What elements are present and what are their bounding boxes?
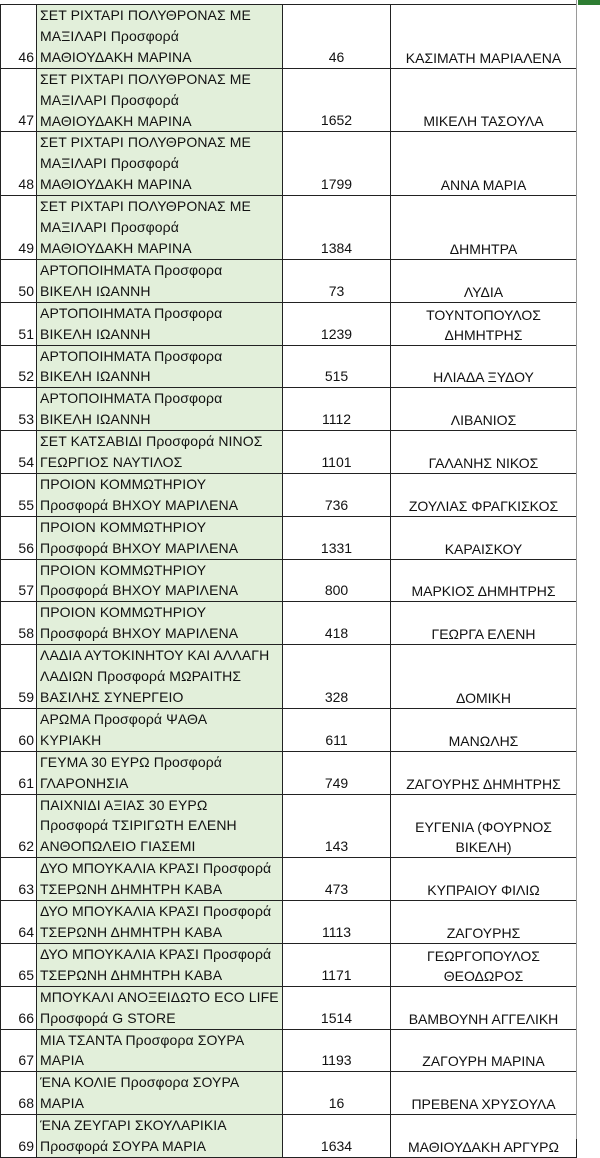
winner-name-cell[interactable] bbox=[391, 68, 577, 132]
winner-name-line: ΔΗΜΗΤΡΑ bbox=[449, 240, 518, 257]
winner-name-line: ΓΕΩΡΓΑ ΕΛΕΝΗ bbox=[431, 626, 536, 643]
table-row bbox=[1, 302, 577, 345]
prize-description-line: ΤΣΕΡΩΝΗ ΔΗΜΗΤΡΗ ΚΑΒΑ bbox=[40, 881, 223, 898]
row-number-cell[interactable]: 68 bbox=[1, 1072, 37, 1115]
prize-description-line: ΛΑΔΙΑ ΑΥΤΟΚΙΝΗΤΟΥ ΚΑΙ ΑΛΛΑΓΗ bbox=[40, 647, 270, 664]
prize-description-line: ΔΥΟ ΜΠΟΥΚΑΛΙΑ ΚΡΑΣΙ Προσφορά bbox=[40, 860, 272, 877]
prize-description-line: ΛΑΔΙΩΝ Προσφορά ΜΩΡΑΙΤΗΣ bbox=[40, 668, 242, 685]
winner-name-line: ΚΑΣΙΜΑΤΗ ΜΑΡΙΑΛΕΝΑ bbox=[405, 49, 562, 66]
prize-description-cell[interactable] bbox=[37, 473, 283, 516]
table-row bbox=[1, 943, 577, 986]
winner-name-cell[interactable] bbox=[391, 794, 577, 858]
ticket-number-cell[interactable]: 73 bbox=[283, 259, 391, 302]
row-number-cell[interactable]: 49 bbox=[1, 196, 37, 260]
ticket-number-cell[interactable]: 46 bbox=[283, 5, 391, 69]
winner-name-cell[interactable] bbox=[391, 645, 577, 709]
ticket-number-cell[interactable]: 1101 bbox=[283, 431, 391, 474]
prize-description-line: ΓΛΑΡΟΝΗΣΙΑ bbox=[40, 774, 129, 791]
prize-description-cell[interactable] bbox=[37, 5, 283, 69]
prize-description-line: ΔΥΟ ΜΠΟΥΚΑΛΙΑ ΚΡΑΣΙ Προσφορά bbox=[40, 945, 272, 962]
winner-name-cell[interactable] bbox=[391, 943, 577, 986]
row-number-cell[interactable]: 54 bbox=[1, 431, 37, 474]
winner-name-line: ΖΑΓΟΥΡΗΣ ΔΗΜΗΤΡΗΣ bbox=[406, 775, 561, 792]
winner-name-line: ΘΕΟΔΩΡΟΣ bbox=[443, 967, 524, 984]
prize-description-line: ΣΕΤ ΡΙΧΤΑΡΙ ΠΟΛΥΘΡΟΝΑΣ ΜΕ bbox=[40, 70, 251, 87]
table-row bbox=[1, 132, 577, 196]
prize-description-line: ΒΙΚΕΛΗ ΙΩΑΝΝΗ bbox=[40, 282, 151, 299]
ticket-number-cell[interactable]: 328 bbox=[283, 645, 391, 709]
winner-name-cell[interactable] bbox=[391, 5, 577, 69]
prize-description-cell[interactable] bbox=[37, 345, 283, 388]
row-number-cell[interactable]: 47 bbox=[1, 68, 37, 132]
prize-description-line: ΒΑΣΙΛΗΣ ΣΥΝΕΡΓΕΙΟ bbox=[40, 689, 184, 705]
winner-name-cell[interactable] bbox=[391, 858, 577, 901]
winner-name-cell[interactable] bbox=[391, 302, 577, 345]
prize-description-cell[interactable] bbox=[37, 259, 283, 302]
winner-name-cell[interactable] bbox=[391, 259, 577, 302]
prize-description-line: ΑΡΤΟΠΟΙΗΜΑΤΑ Προσφορα bbox=[40, 304, 223, 321]
table-row bbox=[1, 1072, 577, 1115]
winner-name-line: ΜΑΡΚΙΟΣ ΔΗΜΗΤΡΗΣ bbox=[411, 583, 556, 600]
row-number-cell[interactable]: 66 bbox=[1, 986, 37, 1029]
table-row bbox=[1, 901, 577, 944]
winner-name-line: ΜΑΘΙΟΥΔΑΚΗ ΑΡΓΥΡΩ bbox=[407, 1138, 559, 1155]
table-row bbox=[1, 5, 577, 69]
row-number-cell[interactable]: 60 bbox=[1, 708, 37, 751]
winner-name-line: ΚΑΡΑΙΣΚΟΥ bbox=[444, 540, 523, 557]
winner-name-line: ΔΗΜΗΤΡΗΣ bbox=[444, 326, 523, 343]
prize-description-line: ΣΕΤ ΡΙΧΤΑΡΙ ΠΟΛΥΘΡΟΝΑΣ ΜΕ bbox=[40, 7, 251, 23]
table-row bbox=[1, 794, 577, 858]
prize-description-line: ΠΡΟΙΟΝ ΚΟΜΜΩΤΗΡΙΟΥ bbox=[40, 604, 207, 621]
table-row bbox=[1, 68, 577, 132]
winner-name-cell[interactable] bbox=[391, 196, 577, 260]
prize-description-line: Προσφορά G STORE bbox=[40, 1009, 176, 1026]
prize-description-line: ΜΙΑ ΤΣΑΝΤΑ Προσφορα ΣΟΥΡΑ bbox=[40, 1031, 245, 1048]
winner-name-line: ΠΡΕΒΕΝΑ ΧΡΥΣΟΥΛΑ bbox=[411, 1096, 556, 1113]
row-number-cell[interactable]: 50 bbox=[1, 259, 37, 302]
winner-name-line: ΒΑΜΒΟΥΝΗ ΑΓΓΕΛΙΚΗ bbox=[408, 1010, 559, 1027]
prize-description-line: ΠΑΙΧΝΙΔΙ ΑΞΙΑΣ 30 ΕΥΡΩ bbox=[40, 796, 208, 813]
prize-description-line: Προσφορά ΒΗΧΟΥ ΜΑΡΙΛΕΝΑ bbox=[40, 539, 239, 556]
prize-description-line: ΒΙΚΕΛΗ ΙΩΑΝΝΗ bbox=[40, 325, 151, 342]
prize-description-line: ΤΣΕΡΩΝΗ ΔΗΜΗΤΡΗ ΚΑΒΑ bbox=[40, 923, 223, 940]
prize-description-line: ΤΣΕΡΩΝΗ ΔΗΜΗΤΡΗ ΚΑΒΑ bbox=[40, 966, 223, 983]
prize-description-line: ΜΑΘΙΟΥΔΑΚΗ ΜΑΡΙΝΑ bbox=[40, 112, 192, 129]
row-number-cell[interactable]: 61 bbox=[1, 751, 37, 794]
winner-name-line: ΗΛΙΑΔΑ ΞΥΔΟΥ bbox=[433, 369, 534, 386]
prize-description-cell[interactable] bbox=[37, 516, 283, 559]
winner-name-cell[interactable] bbox=[391, 559, 577, 602]
table-row bbox=[1, 986, 577, 1029]
prize-description-cell[interactable] bbox=[37, 645, 283, 709]
prize-description-cell[interactable] bbox=[37, 68, 283, 132]
prize-description-line: ΠΡΟΙΟΝ ΚΟΜΜΩΤΗΡΙΟΥ bbox=[40, 475, 207, 492]
prize-description-cell[interactable] bbox=[37, 986, 283, 1029]
row-number-cell[interactable]: 59 bbox=[1, 645, 37, 709]
prize-description-line: ΚΥΡΙΑΚΗ bbox=[40, 731, 102, 748]
prize-description-line: ΑΡΤΟΠΟΙΗΜΑΤΑ Προσφορα bbox=[40, 261, 223, 278]
raffle-results-table bbox=[0, 4, 577, 1158]
row-number-cell[interactable]: 57 bbox=[1, 559, 37, 602]
winner-name-cell[interactable] bbox=[391, 708, 577, 751]
prize-description-cell[interactable] bbox=[37, 1072, 283, 1115]
prize-description-line: ΑΡΩΜΑ Προσφορά ΨΑΘΑ bbox=[40, 710, 208, 727]
winner-name-line: ΖΑΓΟΥΡΗ ΜΑΡΙΝΑ bbox=[422, 1053, 545, 1070]
ticket-number-cell[interactable]: 473 bbox=[283, 858, 391, 901]
winner-name-cell[interactable] bbox=[391, 473, 577, 516]
ticket-number-cell[interactable]: 736 bbox=[283, 473, 391, 516]
table-row bbox=[1, 516, 577, 559]
winner-name-cell[interactable] bbox=[391, 516, 577, 559]
winner-name-cell[interactable] bbox=[391, 602, 577, 645]
winner-name-cell[interactable] bbox=[391, 986, 577, 1029]
table-row bbox=[1, 345, 577, 388]
prize-description-line: ΔΥΟ ΜΠΟΥΚΑΛΙΑ ΚΡΑΣΙ Προσφορά bbox=[40, 903, 272, 920]
table-row bbox=[1, 602, 577, 645]
prize-description-line: ΠΡΟΙΟΝ ΚΟΜΜΩΤΗΡΙΟΥ bbox=[40, 561, 207, 578]
prize-description-line: ΜΑΞΙΛΑΡΙ Προσφορά bbox=[40, 27, 179, 44]
winner-name-line: ΛΙΒΑΝΙΟΣ bbox=[450, 412, 517, 429]
table-row bbox=[1, 431, 577, 474]
prize-description-line: ΜΑΘΙΟΥΔΑΚΗ ΜΑΡΙΝΑ bbox=[40, 48, 192, 65]
prize-description-line: ΜΠΟΥΚΑΛΙ ΑΝΟΞΕΙΔΩΤΟ ECO LIFE bbox=[40, 988, 279, 1005]
sheet-margin bbox=[578, 0, 600, 1139]
ticket-number-cell[interactable]: 418 bbox=[283, 602, 391, 645]
table-row bbox=[1, 645, 577, 709]
winner-name-cell[interactable] bbox=[391, 431, 577, 474]
winner-name-line: ΓΑΛΑΝΗΣ ΝΙΚΟΣ bbox=[428, 454, 539, 471]
prize-description-line: Προσφορά ΒΗΧΟΥ ΜΑΡΙΛΕΝΑ bbox=[40, 625, 239, 642]
prize-description-line: Προσφορά ΤΣΙΡΙΓΩΤΗ ΕΛΕΝΗ bbox=[40, 817, 237, 834]
row-number-cell[interactable]: 65 bbox=[1, 943, 37, 986]
ticket-number-cell[interactable]: 749 bbox=[283, 751, 391, 794]
table-row bbox=[1, 1029, 577, 1072]
ticket-number-cell[interactable]: 1113 bbox=[283, 901, 391, 944]
winner-name-cell[interactable] bbox=[391, 901, 577, 944]
winner-name-line: ΖΟΥΛΙΑΣ ΦΡΑΓΚΙΣΚΟΣ bbox=[408, 497, 559, 514]
prize-description-line: ΜΑΞΙΛΑΡΙ Προσφορά bbox=[40, 91, 179, 108]
prize-description-line: ΜΑΡΙΑ bbox=[40, 1095, 85, 1112]
prize-description-line: ΜΑΞΙΛΑΡΙ Προσφορά bbox=[40, 155, 179, 172]
winner-name-cell[interactable] bbox=[391, 1115, 577, 1158]
prize-description-cell[interactable] bbox=[37, 943, 283, 986]
corner-marker bbox=[578, 0, 600, 5]
prize-description-cell[interactable] bbox=[37, 751, 283, 794]
ticket-number-cell[interactable]: 1239 bbox=[283, 302, 391, 345]
ticket-number-cell[interactable]: 1799 bbox=[283, 132, 391, 196]
winner-name-cell[interactable] bbox=[391, 1072, 577, 1115]
row-number-cell[interactable]: 53 bbox=[1, 388, 37, 431]
prize-description-line: ΜΑΘΙΟΥΔΑΚΗ ΜΑΡΙΝΑ bbox=[40, 239, 192, 256]
table-row bbox=[1, 708, 577, 751]
prize-description-line: ΓΕΩΡΓΙΟΣ ΝΑΥΤΙΛΟΣ bbox=[40, 454, 183, 471]
prize-description-line: Προσφορά ΣΟΥΡΑ ΜΑΡΙΑ bbox=[40, 1138, 207, 1155]
winner-name-cell[interactable] bbox=[391, 751, 577, 794]
prize-description-cell[interactable] bbox=[37, 708, 283, 751]
winner-name-line: ΖΑΓΟΥΡΗΣ bbox=[446, 924, 521, 941]
ticket-number-cell[interactable]: 1384 bbox=[283, 196, 391, 260]
winner-name-line: ΕΥΓΕΝΙΑ (ΦΟΥΡΝΟΣ bbox=[415, 819, 552, 836]
row-number-cell[interactable]: 62 bbox=[1, 794, 37, 858]
prize-description-cell[interactable] bbox=[37, 388, 283, 431]
row-number-cell[interactable]: 58 bbox=[1, 602, 37, 645]
winner-name-line: ΜΙΚΕΛΗ ΤΑΣΟΥΛΑ bbox=[423, 113, 544, 130]
table-row bbox=[1, 559, 577, 602]
prize-description-line: ΣΕΤ ΡΙΧΤΑΡΙ ΠΟΛΥΘΡΟΝΑΣ ΜΕ bbox=[40, 134, 251, 151]
ticket-number-cell[interactable]: 1331 bbox=[283, 516, 391, 559]
winner-name-cell[interactable] bbox=[391, 1029, 577, 1072]
ticket-number-cell[interactable]: 1514 bbox=[283, 986, 391, 1029]
prize-description-line: ΒΙΚΕΛΗ ΙΩΑΝΝΗ bbox=[40, 411, 151, 428]
row-number-cell[interactable]: 64 bbox=[1, 901, 37, 944]
prize-description-line: ΑΡΤΟΠΟΙΗΜΑΤΑ Προσφορα bbox=[40, 390, 223, 407]
table-row bbox=[1, 388, 577, 431]
ticket-number-cell[interactable]: 515 bbox=[283, 345, 391, 388]
row-number-cell[interactable]: 67 bbox=[1, 1029, 37, 1072]
prize-description-cell[interactable] bbox=[37, 858, 283, 901]
winner-name-line: ΤΟΥΝΤΟΠΟΥΛΟΣ bbox=[426, 306, 541, 323]
prize-description-line: ΠΡΟΙΟΝ ΚΟΜΜΩΤΗΡΙΟΥ bbox=[40, 518, 207, 535]
prize-description-cell[interactable] bbox=[37, 431, 283, 474]
winner-name-cell[interactable] bbox=[391, 132, 577, 196]
prize-description-line: ΜΑΡΙΑ bbox=[40, 1052, 85, 1069]
row-number-cell[interactable]: 48 bbox=[1, 132, 37, 196]
prize-description-line: ΣΕΤ ΡΙΧΤΑΡΙ ΠΟΛΥΘΡΟΝΑΣ ΜΕ bbox=[40, 198, 251, 215]
prize-description-line: Προσφορά ΒΗΧΟΥ ΜΑΡΙΛΕΝΑ bbox=[40, 582, 239, 599]
prize-description-line: ΜΑΞΙΛΑΡΙ Προσφορά bbox=[40, 219, 179, 236]
ticket-number-cell[interactable]: 1634 bbox=[283, 1115, 391, 1158]
ticket-number-cell[interactable]: 16 bbox=[283, 1072, 391, 1115]
prize-description-line: ΓΕΥΜΑ 30 ΕΥΡΩ Προσφορά bbox=[40, 753, 222, 770]
table-row bbox=[1, 259, 577, 302]
prize-description-cell[interactable] bbox=[37, 602, 283, 645]
prize-description-line: ΈΝΑ ΚΟΛΙΕ Προσφορα ΣΟΥΡΑ bbox=[40, 1074, 240, 1091]
ticket-number-cell[interactable]: 1193 bbox=[283, 1029, 391, 1072]
row-number-cell[interactable]: 69 bbox=[1, 1115, 37, 1158]
ticket-number-cell[interactable]: 1171 bbox=[283, 943, 391, 986]
table-row bbox=[1, 196, 577, 260]
prize-description-cell[interactable] bbox=[37, 132, 283, 196]
prize-description-cell[interactable] bbox=[37, 559, 283, 602]
prize-description-cell[interactable] bbox=[37, 302, 283, 345]
table-row bbox=[1, 858, 577, 901]
winner-name-line: ΛΥΔΙΑ bbox=[463, 283, 504, 300]
row-number-cell[interactable]: 46 bbox=[1, 5, 37, 69]
winner-name-cell[interactable] bbox=[391, 345, 577, 388]
prize-description-line: ΈΝΑ ΖΕΥΓΑΡΙ ΣΚΟΥΛΑΡΙΚΙΑ bbox=[40, 1117, 227, 1134]
prize-description-line: ΣΕΤ ΚΑΤΣΑΒΙΔΙ Προσφορά ΝΙΝΟΣ bbox=[40, 433, 263, 450]
row-number-cell[interactable]: 63 bbox=[1, 858, 37, 901]
winner-name-line: ΚΥΠΡΑΙΟΥ ΦΙΛΙΩ bbox=[427, 882, 540, 899]
ticket-number-cell[interactable]: 611 bbox=[283, 708, 391, 751]
row-number-cell[interactable]: 51 bbox=[1, 302, 37, 345]
table-right-edge bbox=[576, 0, 577, 1139]
prize-description-cell[interactable] bbox=[37, 1115, 283, 1158]
prize-description-line: ΒΙΚΕΛΗ ΙΩΑΝΝΗ bbox=[40, 368, 151, 385]
row-number-cell[interactable]: 52 bbox=[1, 345, 37, 388]
row-number-cell[interactable]: 56 bbox=[1, 516, 37, 559]
winner-name-line: ΜΑΝΩΛΗΣ bbox=[448, 732, 519, 749]
table-row bbox=[1, 751, 577, 794]
prize-description-line: ΜΑΘΙΟΥΔΑΚΗ ΜΑΡΙΝΑ bbox=[40, 176, 192, 193]
row-number-cell[interactable]: 55 bbox=[1, 473, 37, 516]
prize-description-cell[interactable] bbox=[37, 196, 283, 260]
prize-description-line: ΑΡΤΟΠΟΙΗΜΑΤΑ Προσφορα bbox=[40, 347, 223, 364]
winner-name-line: ΔΟΜΙΚΗ bbox=[456, 689, 511, 706]
ticket-number-cell[interactable]: 1652 bbox=[283, 68, 391, 132]
prize-description-line: ΑΝΘΟΠΩΛΕΙΟ ΓΙΑΣΕΜΙ bbox=[40, 838, 196, 855]
winner-name-line: ΒΙΚΕΛΗ) bbox=[455, 839, 512, 856]
ticket-number-cell[interactable]: 143 bbox=[283, 794, 391, 858]
prize-description-cell[interactable] bbox=[37, 901, 283, 944]
ticket-number-cell[interactable]: 800 bbox=[283, 559, 391, 602]
winner-name-line: ΑΝΝΑ ΜΑΡΙΑ bbox=[440, 177, 527, 194]
winner-name-line: ΓΕΩΡΓΟΠΟΥΛΟΣ bbox=[427, 947, 540, 964]
winner-name-cell[interactable] bbox=[391, 388, 577, 431]
prize-description-cell[interactable] bbox=[37, 794, 283, 858]
ticket-number-cell[interactable]: 1112 bbox=[283, 388, 391, 431]
prize-description-line: Προσφορά ΒΗΧΟΥ ΜΑΡΙΛΕΝΑ bbox=[40, 496, 239, 513]
table-body bbox=[1, 5, 577, 1158]
table-row bbox=[1, 1115, 577, 1158]
table-row bbox=[1, 473, 577, 516]
prize-description-cell[interactable] bbox=[37, 1029, 283, 1072]
